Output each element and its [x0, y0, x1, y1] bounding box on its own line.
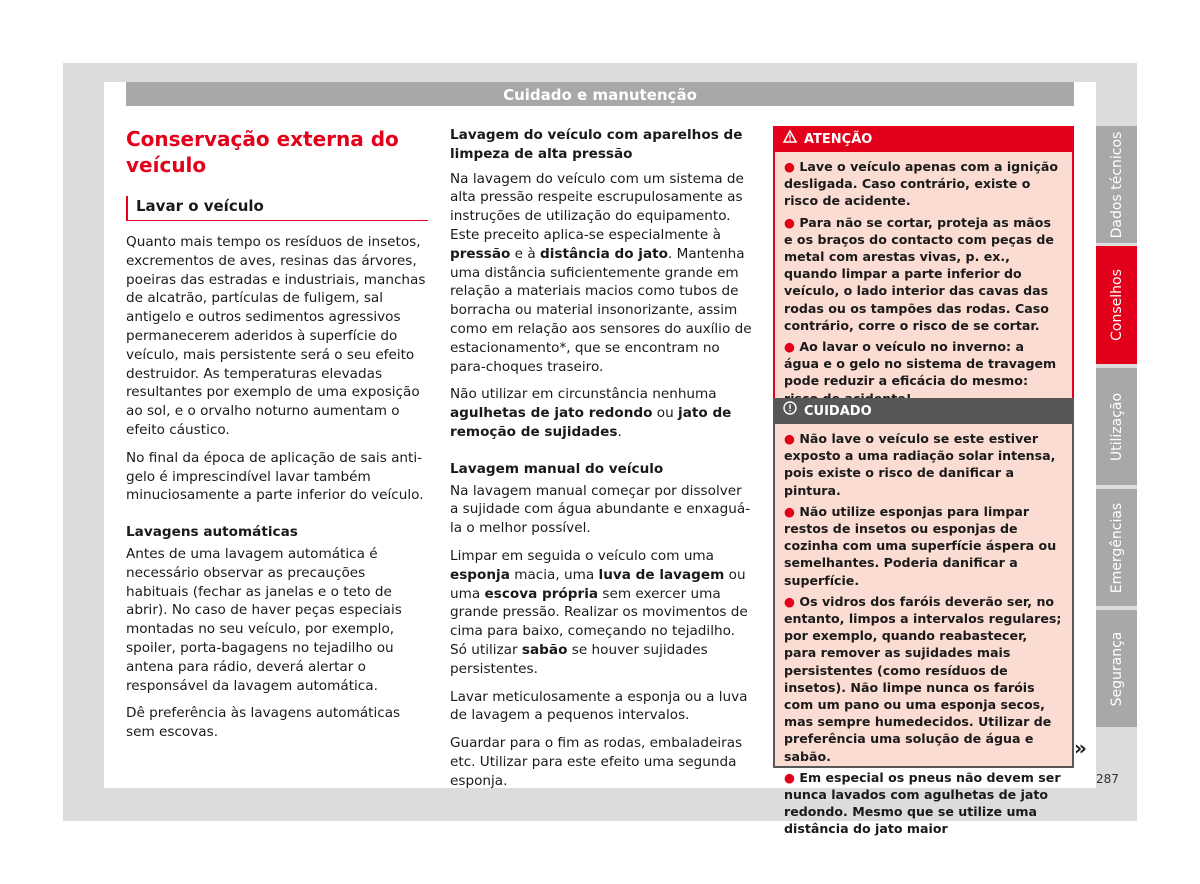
info-circle-icon — [782, 398, 798, 425]
side-tab-conselhos[interactable] — [1096, 246, 1137, 364]
side-tab-label: Utilização — [1108, 392, 1125, 461]
continue-marker: » — [1074, 736, 1087, 760]
caution-item: ● Não lave o veículo se este estiver exposto a uma radiação solar intensa, pois existe o risco de danificar a pintura. — [784, 431, 1056, 498]
side-tab-label: Segurança — [1108, 631, 1125, 706]
side-tab-label: Emergências — [1108, 502, 1125, 593]
page-number: 287 — [1096, 772, 1119, 786]
caution-title: CUIDADO — [804, 404, 872, 419]
caution-body — [773, 424, 1074, 837]
side-tab-utilizacao[interactable] — [1096, 368, 1137, 485]
warning-body — [773, 152, 1074, 417]
paragraph: No final da época de aplicação de sais anti-gelo é imprescindível lavar também minuciosamente a parte inferior do veículo. — [126, 449, 424, 504]
subheading-manual-wash: Lavagem manual do veículo — [450, 460, 664, 477]
paragraph: Antes de uma lavagem automática é necessário observar as precauções habituais (fechar as janelas e o teto de abrir). No caso de haver peças especiais montadas no seu veículo, por exemplo, spoiler, porta-bagagens no tejadilho ou antena para rádio, deverá alertar o responsável da lavagem automática. — [126, 545, 402, 694]
paragraph: Guardar para o fim as rodas, embaladeiras etc. Utilizar para este efeito uma segunda esponja. — [450, 735, 743, 789]
paragraph: Na lavagem do veículo com um sistema de alta pressão respeite escrupulosamente as instruções de utilização do equipamento. Este preceito aplica-se especialmente à pressão e à distância do jato. Mantenha uma distância suficientemente grande em relação a materiais macios como tubos de borracha ou material insonorizante, assim como em relação aos sensores do auxílio de estacionamento*, que se encontram no para-choques traseiro. — [450, 170, 752, 375]
paragraph: Não utilizar em circunstância nenhuma agulhetas de jato redondo ou jato de remoção de sujidades. — [450, 386, 732, 440]
warning-item: ● Lave o veículo apenas com a ignição desligada. Caso contrário, existe o risco de acidente. — [784, 159, 1059, 209]
caution-item: ● Em especial os pneus não devem ser nunca lavados com agulhetas de jato redondo. Mesmo que se utilize uma distância do jato maior — [784, 769, 1061, 837]
caution-header — [773, 398, 1074, 424]
paragraph: Dê preferência às lavagens automáticas sem escovas. — [126, 705, 401, 741]
subheading-high-pressure: Lavagem do veículo com aparelhos de limpeza de alta pressão — [450, 127, 743, 162]
paragraph: Limpar em seguida o veículo com uma esponja macia, uma luva de lavagem ou uma escova própria sem exercer uma grande pressão. Realizar os movimentos de cima para baixo, começando no tejadilho. Só utilizar sabão se houver sujidades persistentes. — [450, 547, 748, 677]
caution-item: ● Os vidros dos faróis deverão ser, no entanto, limpos a intervalos regulares; por exemplo, quando reabastecer, para remover as sujidades mais persistentes (como resíduos de insetos). Não limpe nunca os faróis com um pano ou uma esponja secos, mas sempre humedecidos. Utilizar de preferência uma solução de água e sabão. — [784, 593, 1062, 764]
subheading-automatic-wash: Lavagens automáticas — [126, 524, 298, 541]
caution-item: ● Não utilize esponjas para limpar restos de insetos ou esponjas de cozinha com uma superfície áspera ou semelhantes. Poderia danificar a superfície. — [784, 503, 1057, 588]
side-tab-label: Dados técnicos — [1108, 131, 1125, 238]
warning-item: ● Ao lavar o veículo no inverno: a água e o gelo no sistema de travagem pode reduzir a eficácia do mesmo: — [784, 339, 1057, 389]
section-title: Conservação externa do veículo — [126, 127, 399, 177]
column-2 — [450, 126, 752, 791]
warning-item: ● Para não se cortar, proteja as mãos e os braços do contacto com peças de metal com arestas vivas, p. ex., quando limpar a parte inferior do veículo, o lado interior das cavas das rodas ou os tampões das rodas. Caso contrário, corre o risco de se cortar. — [784, 214, 1054, 333]
paragraph: Quanto mais tempo os resíduos de insetos, excrementos de aves, resinas das árvores, poeiras das estradas e industriais, manchas de alcatrão, partículas de fuligem, sal antigelo e outros sedimentos agressivos permanecerem aderidos à superfície do veículo, mais persistente será o seu efeito destruidor. As temperaturas elevadas resultantes por exemplo de uma exposição ao sol, e o orvalho noturno aumentam o efeito cáustico. — [126, 234, 426, 438]
side-tab-label: Conselhos — [1108, 269, 1125, 341]
warning-header — [773, 126, 1074, 152]
caution-box — [773, 398, 1074, 837]
warning-title: ATENÇÃO — [804, 132, 873, 147]
side-tab-seguranca[interactable] — [1096, 610, 1137, 727]
column-1 — [126, 126, 428, 742]
side-tab-dados-tecnicos[interactable] — [1096, 126, 1137, 243]
side-tab-emergencias[interactable] — [1096, 489, 1137, 606]
warning-box — [773, 126, 1074, 417]
chapter-header: Cuidado e manutenção — [126, 82, 1074, 106]
sub-heading: Lavar o veículo — [126, 196, 428, 221]
paragraph: Na lavagem manual começar por dissolver a sujidade com água abundante e enxaguá-la o melhor possível. — [450, 482, 751, 537]
warning-triangle-icon — [782, 126, 798, 153]
paragraph: Lavar meticulosamente a esponja ou a luva de lavagem a pequenos intervalos. — [450, 688, 748, 724]
